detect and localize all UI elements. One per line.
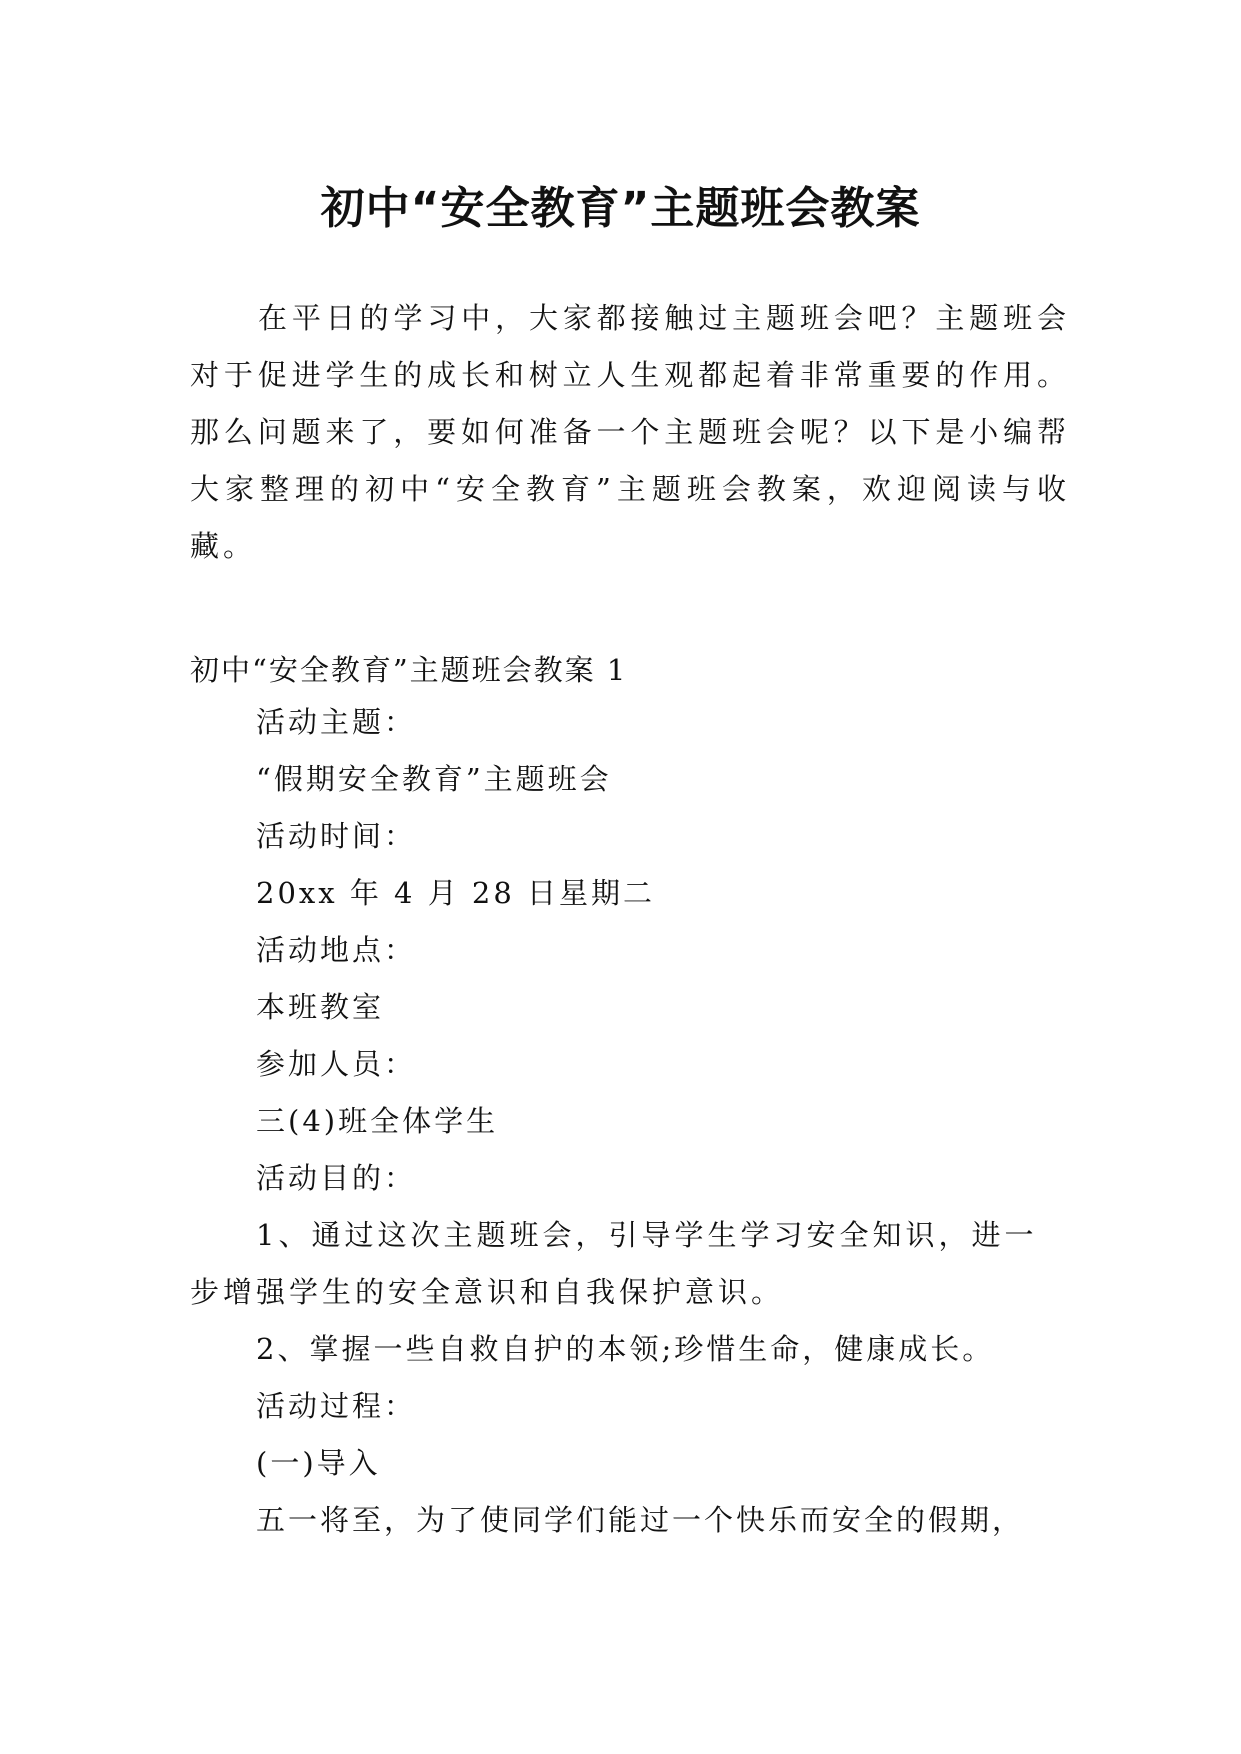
place-value: 本班教室 [256, 990, 385, 1024]
people-label: 参加人员： [256, 1047, 417, 1081]
document-title: 初中“安全教育”主题班会教案 [320, 183, 921, 235]
theme-label: 活动主题： [256, 705, 417, 739]
time-label: 活动时间： [256, 819, 417, 853]
purpose-item-2: 2、掌握一些自救自护的本领;珍惜生命，健康成长。 [256, 1332, 995, 1366]
people-value: 三(4)班全体学生 [256, 1104, 499, 1138]
intro-paragraph: 在平日的学习中，大家都接触过主题班会吧？主题班会对于促进学生的成长和树立人生观都起着非常重要的作用。那么问题来了，要如何准备一个主题班会呢？以下是小编帮大家整理的初中“安全教育”主题班会教案，欢迎阅读与收藏。 [190, 301, 1070, 563]
time-value: 20xx 年 4 月 28 日星期二 [256, 876, 656, 910]
purpose-label: 活动目的： [256, 1161, 417, 1195]
theme-value: “假期安全教育”主题班会 [256, 762, 612, 796]
step-1-label: (一)导入 [256, 1446, 381, 1480]
place-label: 活动地点： [256, 933, 417, 967]
purpose-item-1: 1、通过这次主题班会，引导学生学习安全知识，进一步增强学生的安全意识和自我保护意识。 [190, 1218, 1038, 1309]
step-1-text: 五一将至，为了使同学们能过一个快乐而安全的假期， [256, 1503, 1025, 1537]
process-label: 活动过程： [256, 1389, 417, 1423]
section-heading: 初中“安全教育”主题班会教案 1 [190, 653, 628, 687]
